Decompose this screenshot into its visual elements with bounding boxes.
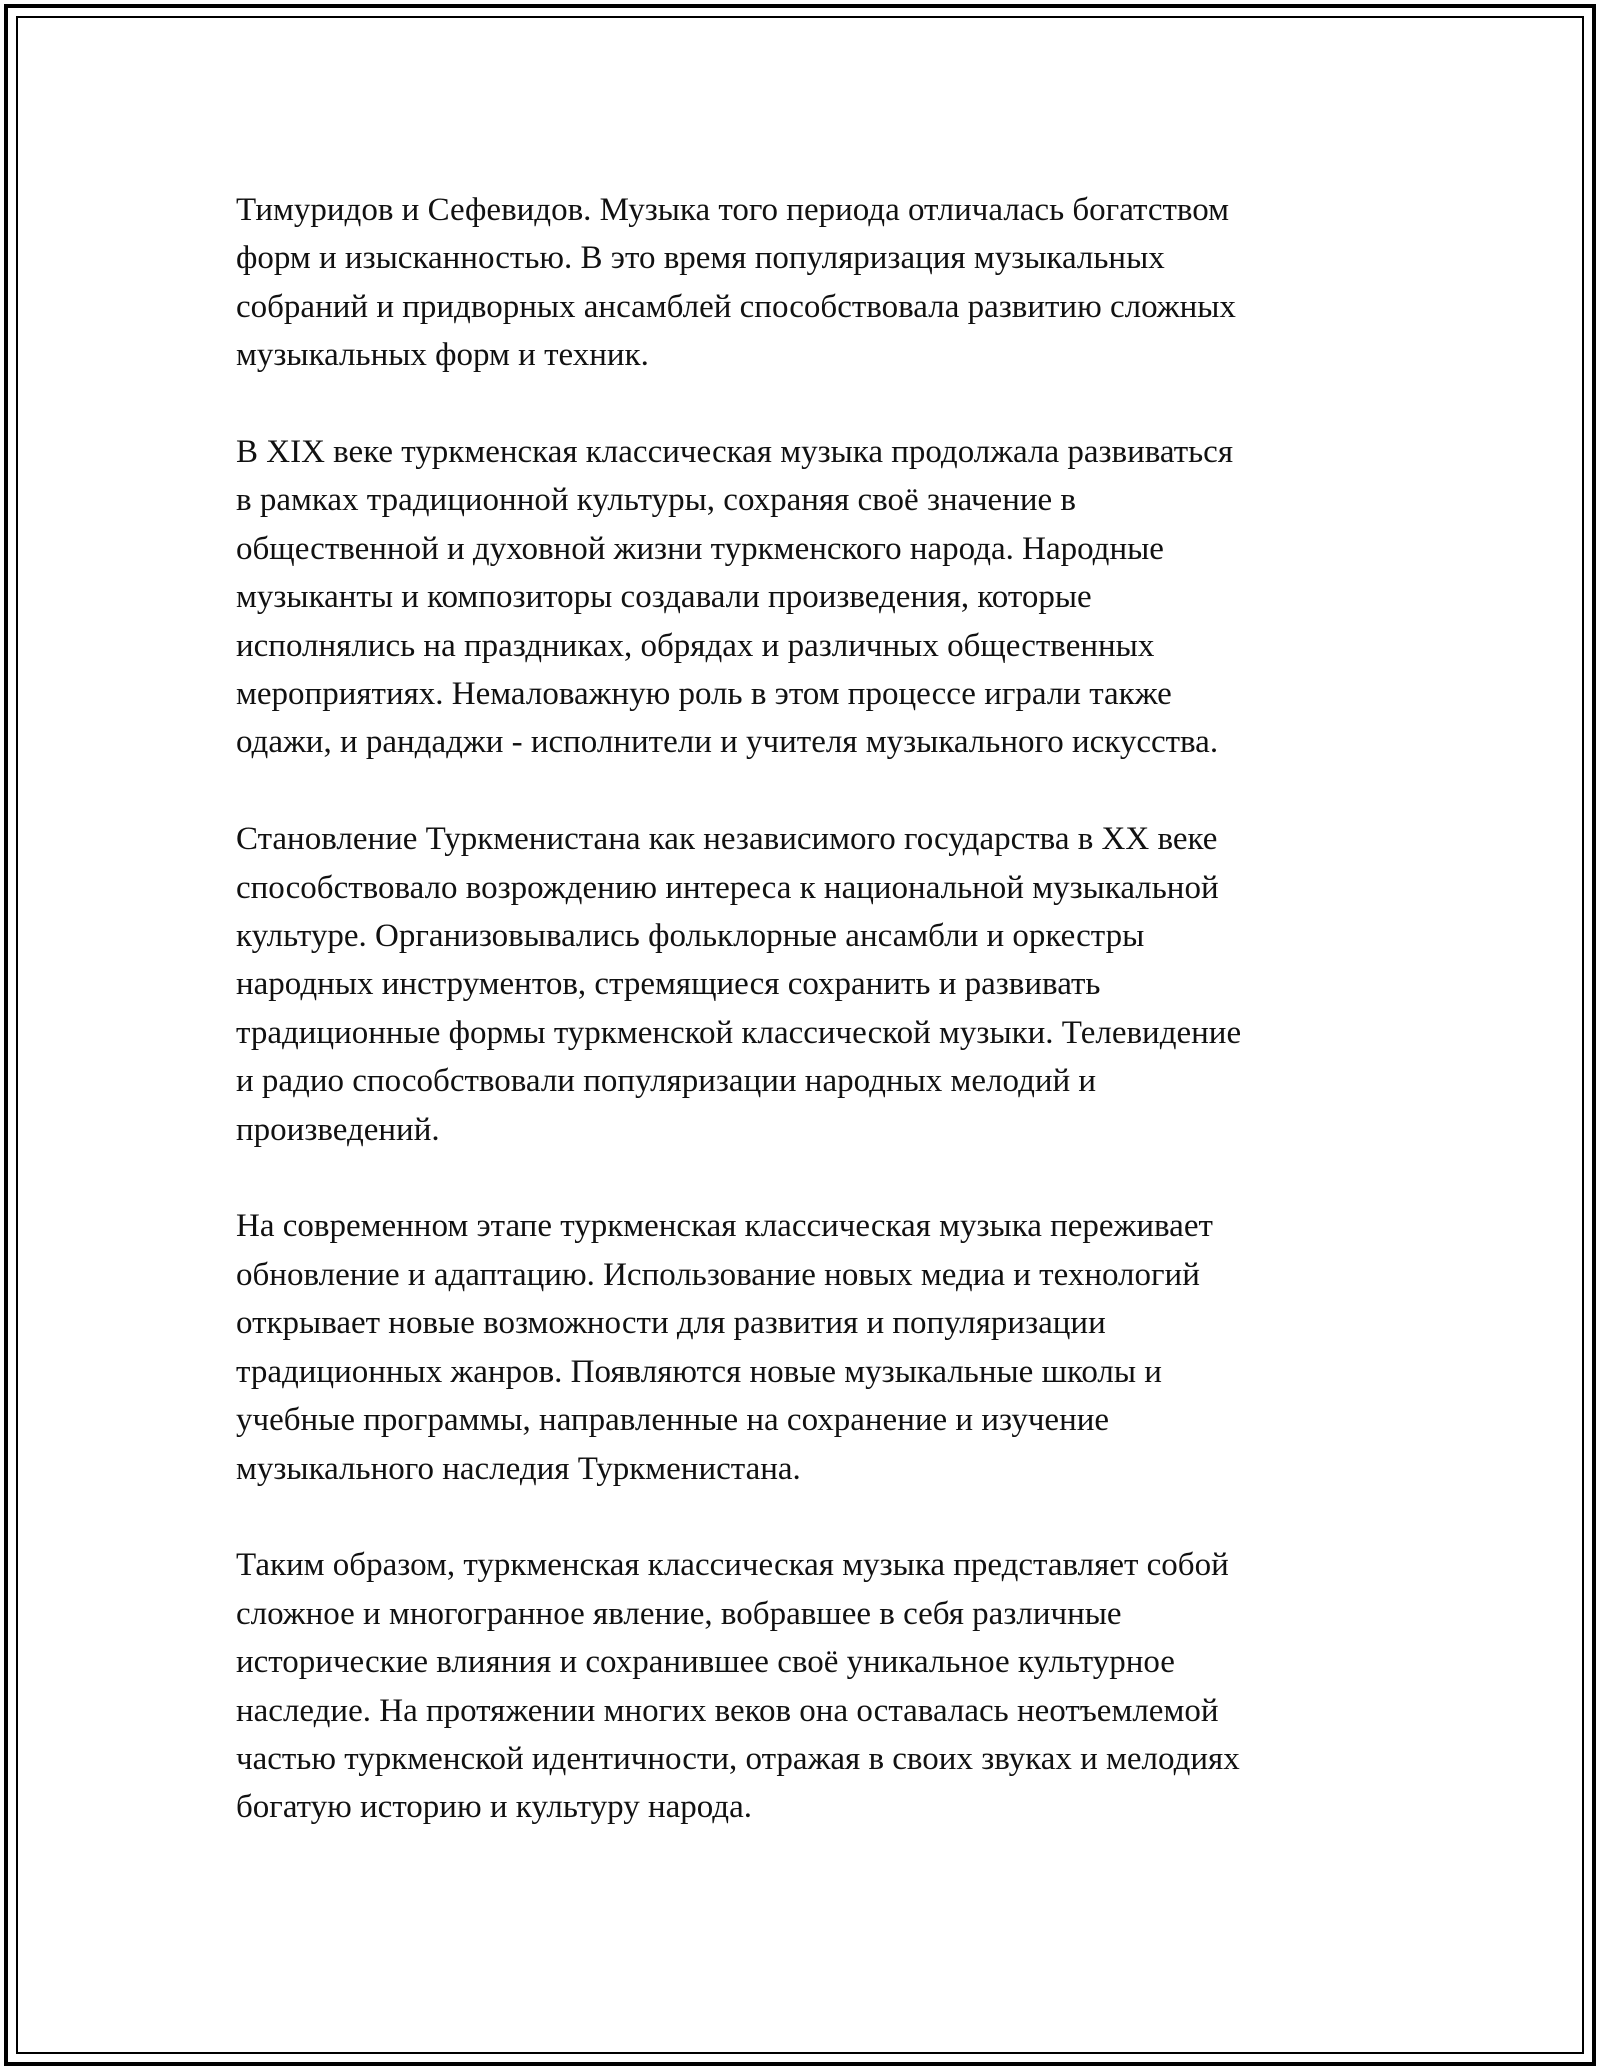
text-line: традиционные формы туркменской классической музыки. Телевидение xyxy=(236,1014,1242,1051)
text-line: В XIX веке туркменская классическая музыка продолжала развиваться xyxy=(236,434,1234,471)
paragraph-5 xyxy=(236,1541,1376,1831)
text-line: исполнялись на праздниках, обрядах и различных общественных xyxy=(236,627,1155,664)
text-line: в рамках традиционной культуры, сохраняя своё значение в xyxy=(236,482,1077,519)
text-line: На современном этапе туркменская классическая музыка переживает xyxy=(236,1208,1213,1245)
text-line: одажи, и рандаджи - исполнители и учителя музыкального искусства. xyxy=(236,724,1219,761)
text-line: частью туркменской идентичности, отражая в своих звуках и мелодиях xyxy=(236,1740,1240,1777)
text-line: исторические влияния и сохранившее своё уникальное культурное xyxy=(236,1644,1175,1681)
text-line: произведений. xyxy=(236,1111,440,1148)
text-line: музыкального наследия Туркменистана. xyxy=(236,1450,801,1487)
paragraph-1 xyxy=(236,186,1376,380)
text-line: Тимуридов и Сефевидов. Музыка того периода отличалась богатством xyxy=(236,192,1229,228)
text-line: и радио способствовали популяризации народных мелодий и xyxy=(236,1063,1097,1100)
text-line: способствовало возрождению интереса к национальной музыкальной xyxy=(236,869,1219,906)
text-line: форм и изысканностью. В это время популяризация музыкальных xyxy=(236,240,1165,277)
paragraph-3 xyxy=(236,815,1376,1154)
paragraph-2 xyxy=(236,428,1376,767)
text-line: открывает новые возможности для развития и популяризации xyxy=(236,1305,1106,1342)
text-line: музыкальных форм и техник. xyxy=(236,337,649,374)
text-line: сложное и многогранное явление, вобравшее в себя различные xyxy=(236,1595,1122,1632)
text-line: учебные программы, направленные на сохранение и изучение xyxy=(236,1402,1110,1439)
text-line: народных инструментов, стремящиеся сохранить и развивать xyxy=(236,966,1101,1003)
text-line: культуре. Организовывались фольклорные ансамбли и оркестры xyxy=(236,918,1145,955)
text-line: богатую историю и культуру народа. xyxy=(236,1789,752,1826)
text-line: наследие. На протяжении многих веков она оставалась неотъемлемой xyxy=(236,1692,1219,1729)
text-line: музыканты и композиторы создавали произведения, которые xyxy=(236,579,1092,616)
text-line: мероприятиях. Немаловажную роль в этом процессе играли также xyxy=(236,676,1172,713)
text-line: общественной и духовной жизни туркменского народа. Народные xyxy=(236,530,1164,567)
paragraph-4 xyxy=(236,1202,1376,1492)
text-line: собраний и придворных ансамблей способствовала развитию сложных xyxy=(236,288,1236,325)
text-line: Таким образом, туркменская классическая музыка представляет собой xyxy=(236,1547,1229,1584)
document-body xyxy=(236,186,1376,1832)
text-line: обновление и адаптацию. Использование новых медиа и технологий xyxy=(236,1256,1200,1293)
text-line: Становление Туркменистана как независимого государства в XX веке xyxy=(236,821,1218,858)
text-line: традиционных жанров. Появляются новые музыкальные школы и xyxy=(236,1353,1162,1390)
